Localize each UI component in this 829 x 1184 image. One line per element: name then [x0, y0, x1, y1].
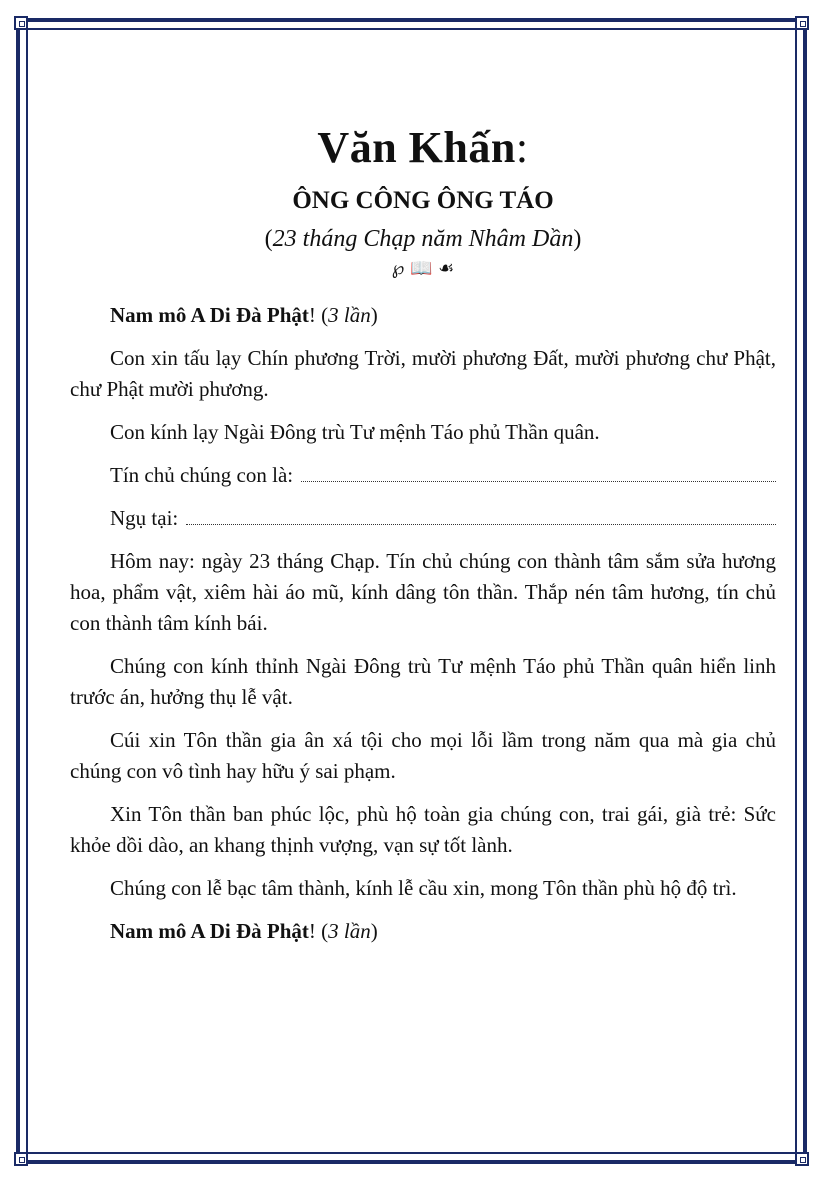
document-title — [70, 118, 776, 178]
document-subtitle: ÔNG CÔNG ÔNG TÁO — [292, 187, 554, 214]
closing-times: 3 lần — [328, 919, 371, 943]
address-label: Ngụ tại: — [110, 506, 179, 530]
paragraph-prayer: Chúng con lễ bạc tâm thành, kính lễ cầu xin, mong Tôn thần phù hộ độ trì. — [110, 876, 737, 900]
date-text: 23 tháng Chạp năm Nhâm Dần — [272, 226, 574, 252]
date-line — [70, 222, 776, 256]
owner-name-blank — [301, 463, 776, 482]
owner-name-label: Tín chủ chúng con là: — [110, 463, 294, 487]
address-field — [70, 503, 776, 534]
closing-bold: Nam mô A Di Đà Phật — [110, 919, 309, 943]
scroll-left-icon: ℘ — [391, 258, 405, 279]
title-ornament — [70, 256, 776, 282]
corner-ornament-bottom-right — [795, 1152, 809, 1166]
greeting-close: ) — [370, 303, 378, 327]
address-blank — [186, 506, 776, 525]
title-text: Văn Khấn — [317, 123, 516, 172]
corner-ornament-bottom-left — [14, 1152, 28, 1166]
date-paren-open: ( — [264, 226, 273, 252]
paragraph-invitation: Chúng con kính thỉnh Ngài Đông trù Tư mệnh Táo phủ Thần quân hiển linh trước án, hưởng thụ lễ vật. — [70, 654, 776, 709]
closing-line — [70, 916, 776, 947]
owner-name-field — [70, 460, 776, 491]
paragraph-blessing: Xin Tôn thần ban phúc lộc, phù hộ toàn gia chúng con, trai gái, già trẻ: Sức khỏe dồi dào, an khang thịnh vượng, vạn sự tốt lành. — [70, 802, 776, 857]
date-paren-close: ) — [573, 226, 582, 252]
greeting-line — [70, 300, 776, 331]
corner-ornament-top-left — [14, 16, 28, 30]
greeting-bold: Nam mô A Di Đà Phật — [110, 303, 309, 327]
corner-ornament-top-right — [795, 16, 809, 30]
open-book-icon: 📖 — [410, 258, 433, 279]
scroll-right-icon: ☙ — [438, 258, 455, 279]
greeting-times: 3 lần — [328, 303, 371, 327]
title-colon: : — [515, 123, 529, 172]
paragraph-respect: Con kính lạy Ngài Đông trù Tư mệnh Táo phủ Thần quân. — [110, 420, 600, 444]
paragraph-invocation: Con xin tấu lạy Chín phương Trời, mười phương Đất, mười phương chư Phật, chư Phật mười phương. — [70, 346, 776, 401]
closing-close: ) — [370, 919, 378, 943]
paragraph-forgiveness: Cúi xin Tôn thần gia ân xá tội cho mọi lỗi lầm trong năm qua mà gia chủ chúng con vô tình hay hữu ý sai phạm. — [70, 728, 776, 783]
document-body — [70, 118, 776, 947]
greeting-after: ! ( — [308, 303, 329, 327]
paragraph-offering: Hôm nay: ngày 23 tháng Chạp. Tín chủ chúng con thành tâm sắm sửa hương hoa, phẩm vật, xiêm hài áo mũ, kính dâng tôn thần. Thắp nén tâm hương, tín chủ con thành tâm kính bái. — [70, 549, 776, 635]
closing-after: ! ( — [308, 919, 329, 943]
